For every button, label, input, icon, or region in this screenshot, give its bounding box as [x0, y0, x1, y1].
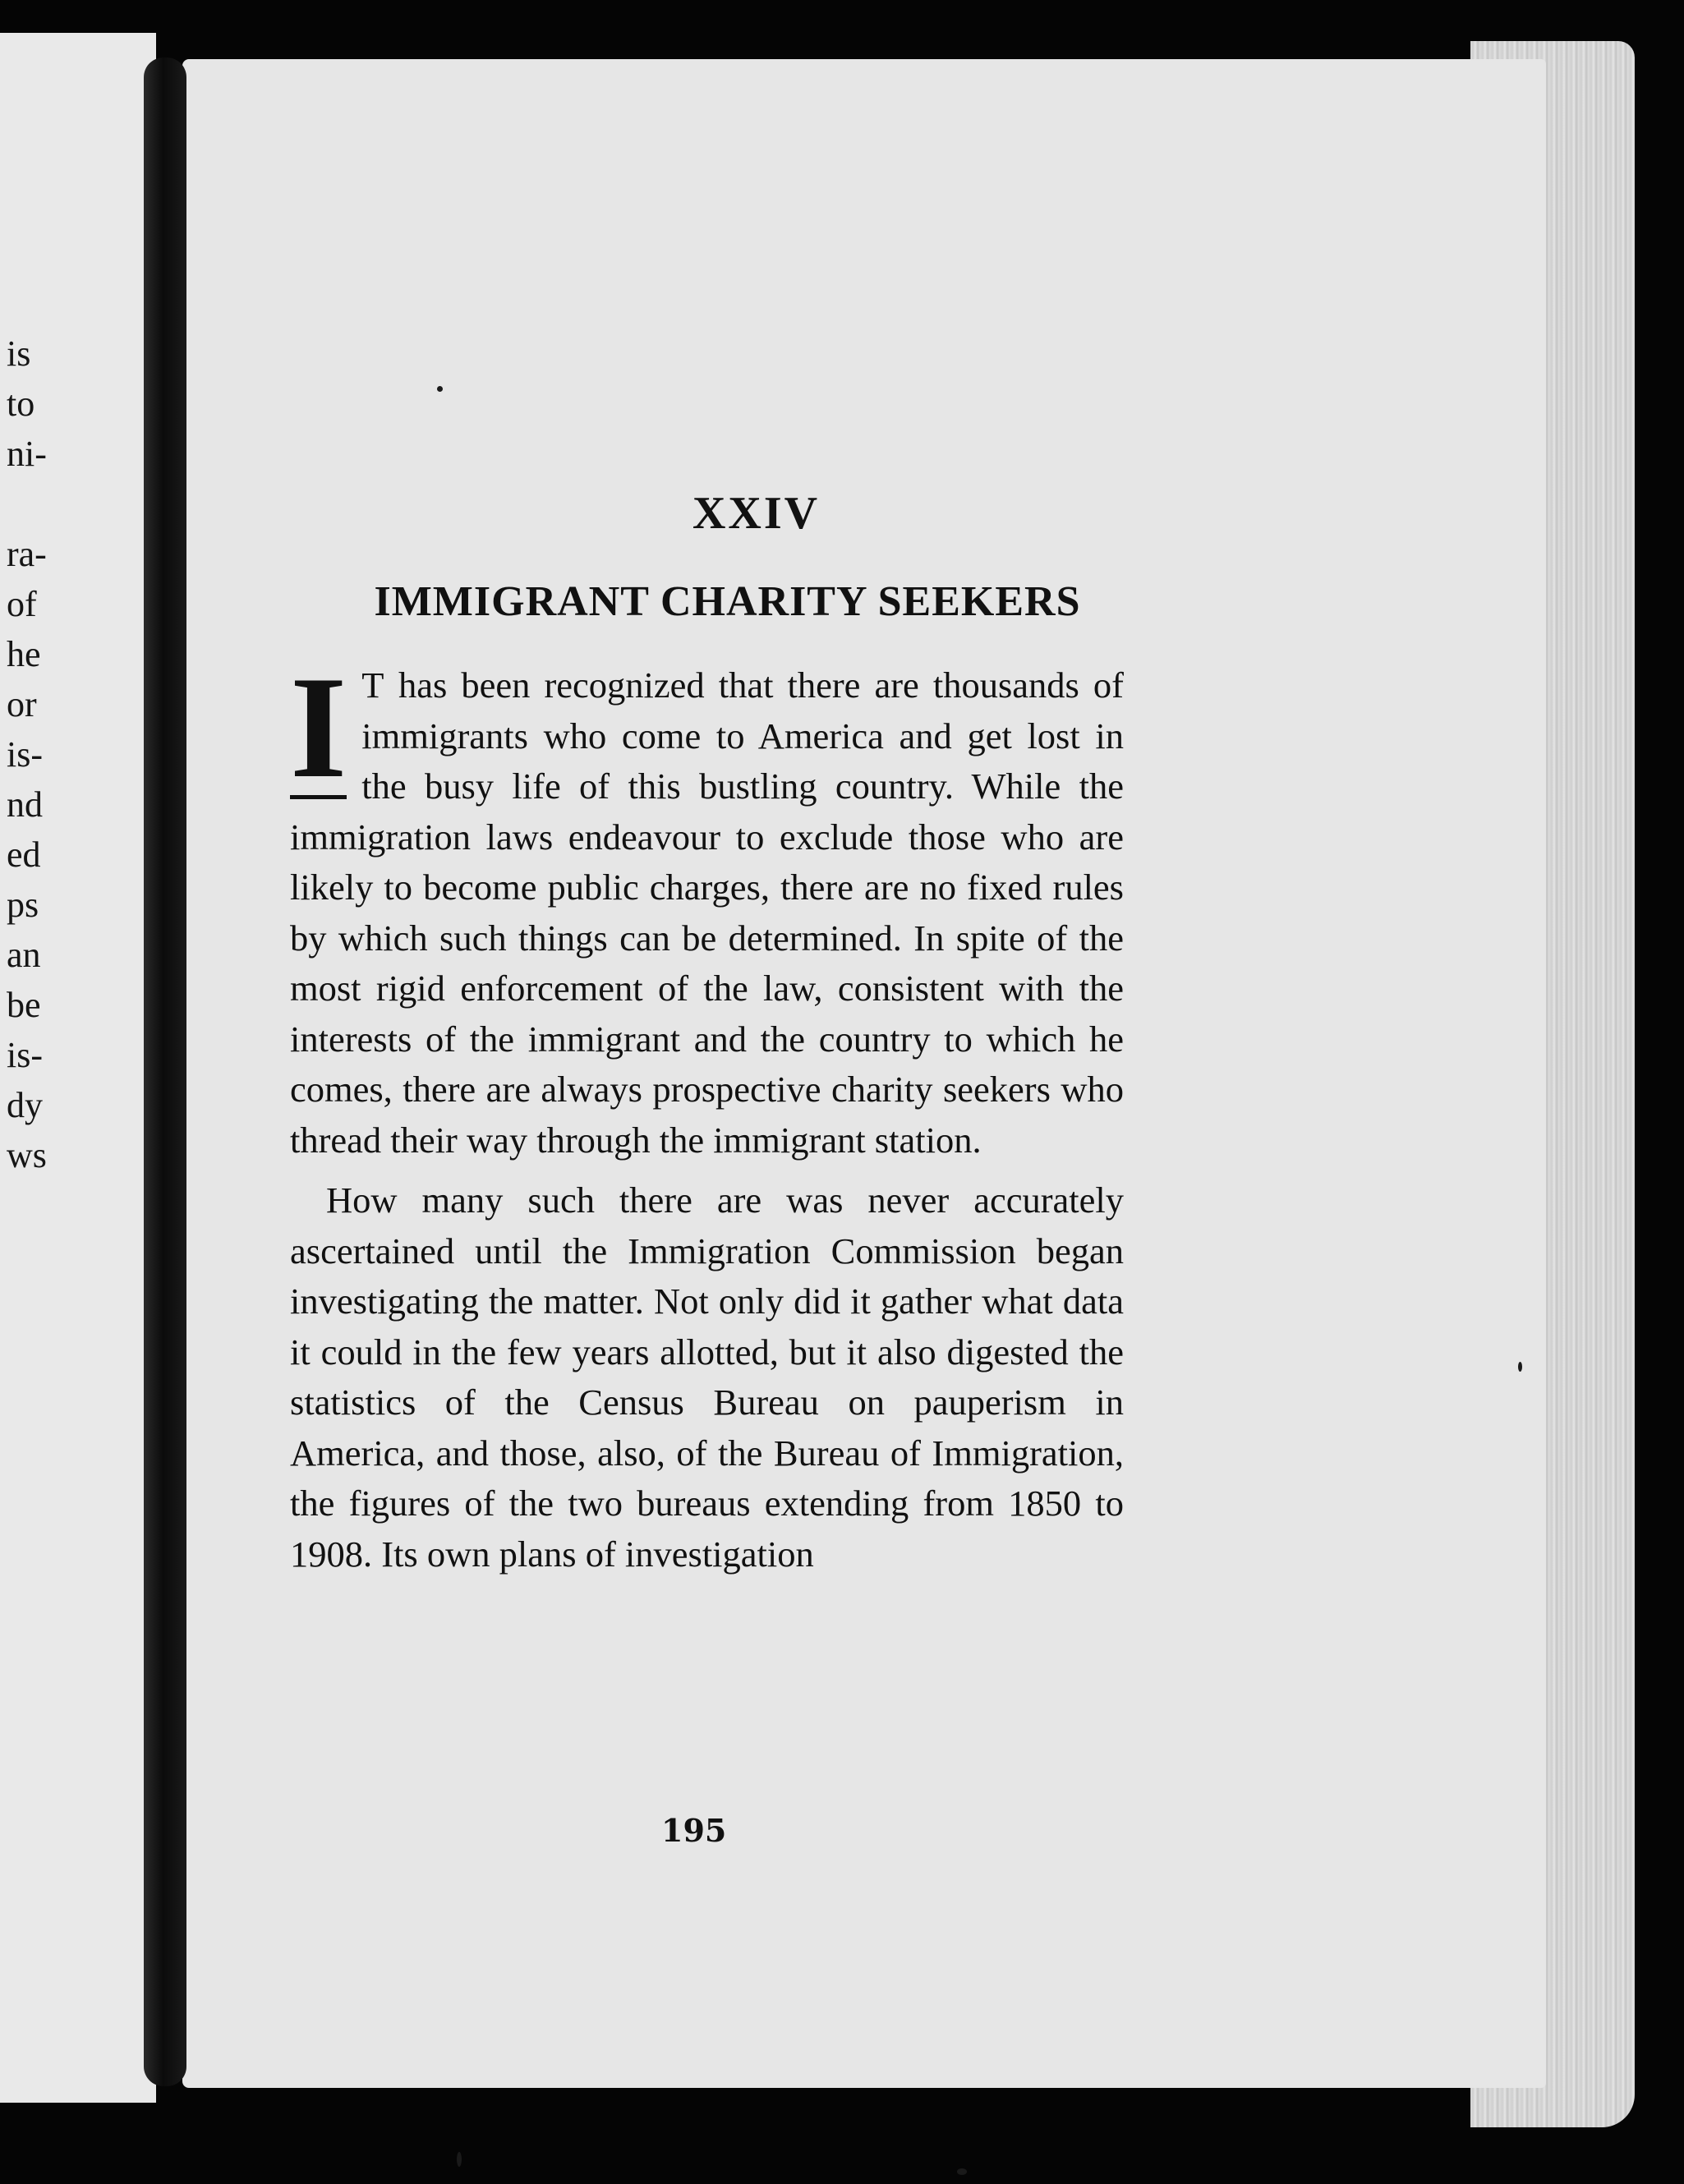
previous-page-line-fragment: is [7, 333, 31, 374]
paragraph-2 [290, 1175, 1124, 1579]
chapter-title: IMMIGRANT CHARITY SEEKERS [374, 578, 1081, 625]
previous-page-line-fragment: is- [7, 734, 43, 775]
previous-page-line-fragment [7, 479, 47, 529]
previous-page-line-fragment: ra- [7, 534, 47, 574]
previous-page-line-fragment: an [7, 935, 41, 975]
paragraph-1-text: has been recognized that there are thousands of immigrants who come to America and get lost in the busy life of this bustling country. While the immigration laws endeavour to exclude those who are likely to become public charges, there are no fixed rules by which such things can be determined. In spite of the most rigid enforcement of the law, consistent with the interests of the immigrant and the country to which he comes, there are always prospective charity seekers who thread their way through the immigrant station. [290, 664, 1124, 1161]
previous-page-line-fragment: ed [7, 835, 41, 875]
previous-page-fragment [0, 33, 156, 2103]
previous-page-line-fragment: of [7, 584, 37, 624]
previous-page-line-fragment: nd [7, 784, 43, 825]
previous-page-line-fragment: ws [7, 1135, 47, 1175]
scan-speck [437, 386, 443, 392]
chapter-number: XXIV [692, 488, 821, 539]
previous-page-line-fragment: ni- [7, 434, 47, 474]
scan-speck [457, 2152, 462, 2167]
previous-page-line-fragment: is- [7, 1035, 43, 1075]
previous-page-line-fragment: he [7, 634, 41, 674]
previous-page-line-fragment: or [7, 684, 37, 724]
paragraph-lead-in: T [361, 664, 384, 706]
scan-speck [1518, 1362, 1522, 1372]
text-column [290, 485, 1124, 1579]
scan-speck [957, 2168, 967, 2175]
page-number: 195 [661, 1812, 727, 1849]
drop-cap: I [290, 646, 347, 808]
paragraph-2-text: How many such there are was never accurately ascertained until the Immigration Commission began investigating the matter. Not only did it gather what data it could in the few years allotted, but it also digested the statistics of the Census Bureau on pauperism in America, and those, also, of the Bureau of Immigration, the figures of the two bureaus extending from 1850 to 1908. Its own plans of investigation [290, 1179, 1124, 1575]
previous-page-line-endings [7, 329, 47, 1180]
previous-page-line-fragment: to [7, 384, 35, 424]
book-gutter [144, 57, 186, 2086]
previous-page-line-fragment: dy [7, 1085, 43, 1125]
paragraph-1 [290, 646, 1124, 1166]
previous-page-line-fragment: ps [7, 885, 39, 925]
previous-page-line-fragment: be [7, 985, 41, 1025]
